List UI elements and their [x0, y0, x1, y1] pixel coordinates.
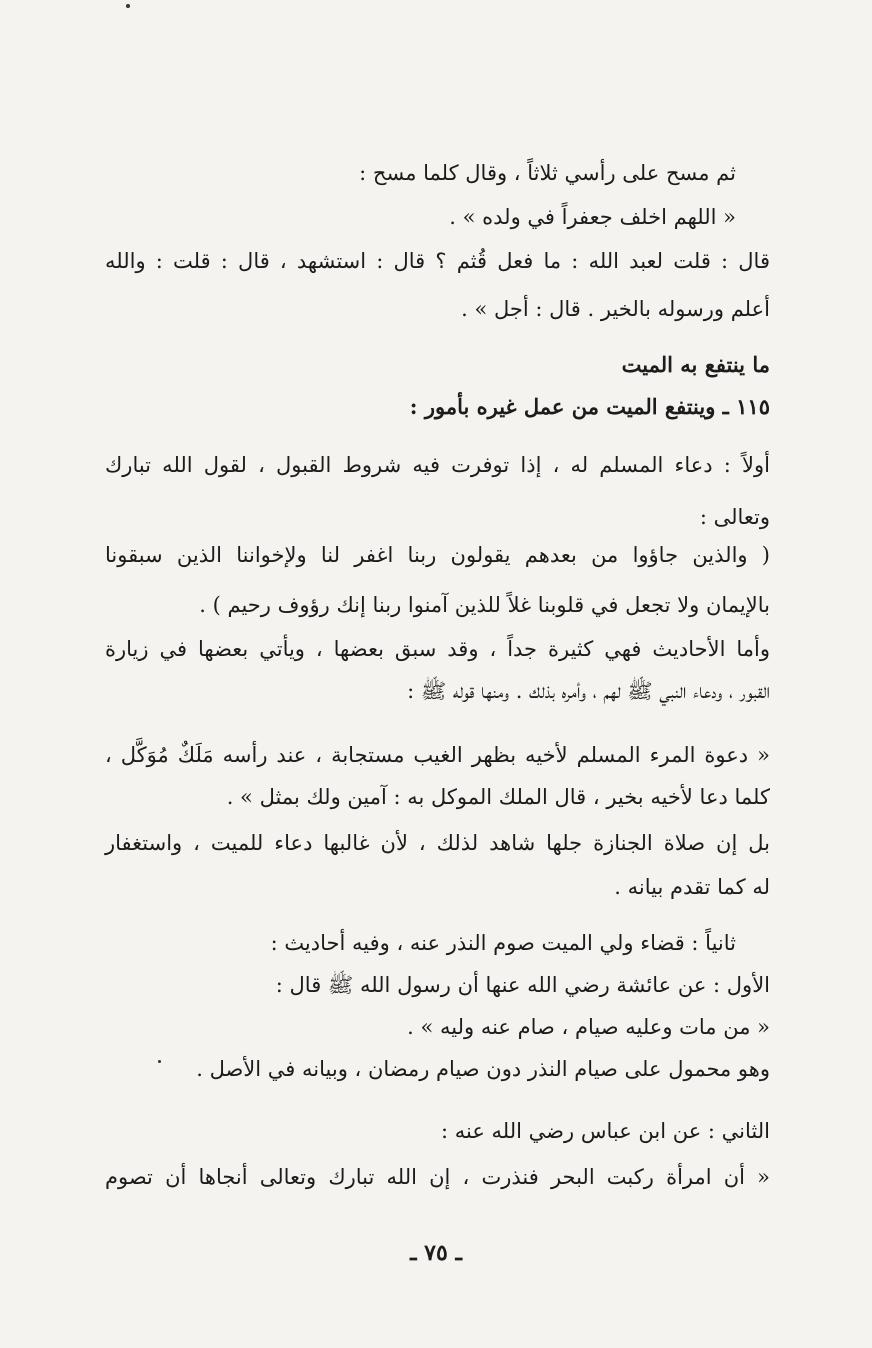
text-line: ثانياً : قضاء ولي الميت صوم النذر عنه ، وفيه أحاديث :: [270, 931, 736, 955]
quran-verse-line: ( والذين جاؤوا من بعدهم يقولون ربنا اغفر لنا ولإخواننا الذين سبقونا: [105, 543, 770, 567]
text-line: « اللهم اخلف جعفراً في ولده » .: [449, 205, 736, 229]
section-heading: ما ينتفع به الميت: [621, 352, 770, 377]
hadith-line: « دعوة المرء المسلم لأخيه بظهر الغيب مستجابة ، عند رأسه مَلَكٌ مُوَكَّل ،: [105, 743, 770, 767]
numbered-paragraph-lead: ١١٥ ـ وينتفع الميت من عمل غيره بأمور :: [409, 394, 770, 419]
hadith-line: « أن امرأة ركبت البحر فنذرت ، إن الله تبارك وتعالى أنجاها أن تصوم: [105, 1165, 770, 1189]
text-line: قال : قلت لعبد الله : ما فعل قُثم ؟ قال : استشهد ، قال : قلت : والله: [105, 249, 770, 273]
text-line: بل إن صلاة الجنازة جلها شاهد لذلك ، لأن غالبها دعاء للميت ، واستغفار: [105, 831, 770, 855]
scan-speck: [158, 1060, 161, 1063]
page-number: ـ ٧٥ ـ: [410, 1240, 462, 1266]
text-line: له كما تقدم بيانه .: [614, 875, 770, 899]
text-line: الأول : عن عائشة رضي الله عنها أن رسول الله ﷺ قال :: [275, 973, 770, 997]
text-line: أعلم ورسوله بالخير . قال : أجل » .: [461, 297, 770, 321]
hadith-line: « من مات وعليه صيام ، صام عنه وليه » .: [407, 1015, 770, 1039]
text-line: وهو محمول على صيام النذر دون صيام رمضان ، وبيانه في الأصل .: [196, 1057, 770, 1081]
quran-verse-line: بالإيمان ولا تجعل في قلوبنا غلاً للذين آمنوا ربنا إنك رؤوف رحيم ) .: [199, 593, 770, 617]
text-line: وأما الأحاديث فهي كثيرة جداً ، وقد سبق بعضها ، ويأتي بعضها في زيارة: [105, 637, 770, 661]
text-line: ثم مسح على رأسي ثلاثاً ، وقال كلما مسح :: [359, 161, 736, 185]
hadith-line: كلما دعا لأخيه بخير ، قال الملك الموكل به : آمين ولك بمثل » .: [226, 785, 770, 809]
text-line: وتعالى :: [699, 505, 770, 529]
text-line: القبور ، ودعاء النبي ﷺ لهم ، وأمره بذلك . ومنها قوله ﷺ :: [407, 679, 770, 703]
text-line: الثاني : عن ابن عباس رضي الله عنه :: [441, 1119, 770, 1143]
text-line: أولاً : دعاء المسلم له ، إذا توفرت فيه شروط القبول ، لقول الله تبارك: [105, 453, 770, 477]
scan-speck: [126, 4, 130, 8]
